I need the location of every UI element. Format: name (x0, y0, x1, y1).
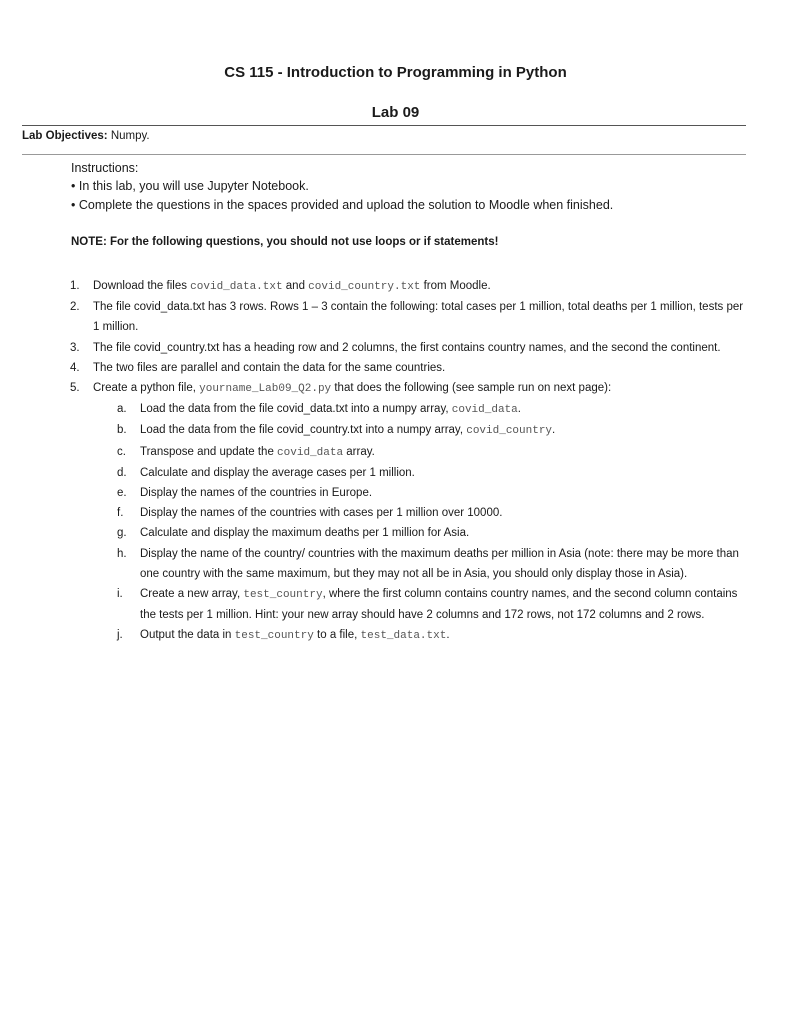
text-span: to a file, (313, 629, 361, 642)
sub-list-item (117, 503, 750, 523)
course-title: CS 115 - Introduction to Programming in Python (224, 64, 567, 81)
list-text (93, 378, 750, 399)
code-span: covid_data (277, 446, 344, 459)
instructions-heading: Instructions: (71, 161, 139, 175)
code-span: covid_data (451, 404, 518, 417)
sub-list-letter: e. (117, 487, 127, 500)
list-text (93, 276, 750, 297)
code-span: test_country (243, 589, 323, 602)
list-number: 3. (70, 341, 80, 354)
text-span: Transpose and update the (140, 445, 278, 458)
lab-title: Lab 09 (371, 104, 420, 121)
code-span: covid_country.txt (308, 281, 421, 293)
text-span: that does the following (see sample run on next page): (331, 382, 612, 395)
text-span: The file covid_country.txt has a heading row and 2 columns, the first contains country names, and the second the continent. (93, 341, 721, 354)
sub-list-item (117, 463, 750, 483)
sub-list-item (117, 399, 750, 420)
sub-list-text (140, 483, 750, 503)
text-span: Display the names of the countries in Europe. (140, 487, 373, 500)
header-divider (22, 125, 746, 126)
sub-list-letter: f. (117, 507, 124, 520)
instruction-bullet: • Complete the questions in the spaces provided and upload the solution to Moodle when finished. (71, 198, 614, 212)
sub-list-item (117, 544, 750, 584)
sub-list-text (140, 584, 750, 625)
sub-list-letter: d. (117, 466, 127, 479)
list-number: 2. (70, 301, 80, 314)
text-span: and (282, 280, 309, 292)
text-span: Load the data from the file covid_country.txt into a numpy array, (140, 424, 467, 437)
sub-list-letter: j. (117, 629, 123, 642)
sub-list-text (140, 503, 750, 523)
objectives-divider (22, 154, 746, 155)
list-number: 5. (70, 382, 80, 395)
sub-list-item (117, 420, 750, 441)
text-span: Display the name of the country/ countries with the maximum deaths per million in Asia (note: there may be more than one country with the same maximum, but they may not all be in Asia, you should only display those in Asia). (140, 547, 739, 580)
code-span: covid_data.txt (190, 281, 283, 293)
objectives-label: Lab Objectives: (22, 130, 108, 142)
text-span: Create a python file, (93, 382, 200, 395)
list-text (93, 338, 750, 358)
sub-list-text (140, 420, 750, 441)
list-item (70, 358, 750, 378)
text-span: Load the data from the file covid_data.txt into a numpy array, (140, 403, 452, 416)
text-span: from Moodle. (420, 280, 491, 292)
text-span: The two files are parallel and contain the data for the same countries. (93, 361, 446, 374)
list-number: 4. (70, 361, 80, 374)
sub-list-letter: c. (117, 445, 126, 458)
sub-list-letter: b. (117, 424, 127, 437)
instruction-bullet: • In this lab, you will use Jupyter Notebook. (71, 179, 309, 193)
text-span: Display the names of the countries with cases per 1 million over 10000. (140, 507, 503, 520)
sub-list-text (140, 399, 750, 420)
list-item (70, 338, 750, 358)
list-item (70, 297, 750, 337)
text-span: array. (343, 445, 375, 458)
code-span: covid_country (466, 425, 553, 438)
text-span: The file covid_data.txt has 3 rows. Rows 1 – 3 contain the following: total cases per 1 million, total deaths per 1 million, tests per 1 million. (93, 301, 744, 334)
text-span: , where the first column contains country names, and the second column contains the tests per 1 million. Hint: your new array should have 2 columns and 172 rows, not 172 columns and 2 rows. (140, 588, 738, 622)
text-span: Create a new array, (140, 588, 244, 601)
sub-list-text (140, 442, 750, 463)
code-span: test_data.txt (360, 630, 447, 643)
text-span: Output the data in (140, 629, 235, 642)
code-span: test_country (234, 630, 314, 643)
lab-objectives (22, 130, 150, 142)
sub-list-letter: i. (117, 588, 123, 601)
sub-list-text (140, 625, 750, 646)
sub-list-text (140, 463, 750, 483)
text-span: . (446, 629, 450, 642)
text-span: Calculate and display the maximum deaths per 1 million for Asia. (140, 527, 470, 540)
sub-list-item (117, 483, 750, 503)
text-span: Calculate and display the average cases per 1 million. (140, 466, 415, 479)
question-list (70, 276, 750, 647)
code-span: yourname_Lab09_Q2.py (199, 383, 332, 396)
sub-list-item (117, 523, 750, 543)
objectives-value: Numpy. (110, 130, 150, 142)
list-text (93, 297, 750, 337)
text-span: . (517, 403, 521, 416)
sub-list-letter: g. (117, 527, 127, 540)
text-span: . (552, 424, 556, 437)
list-text (93, 358, 750, 378)
note-text: NOTE: For the following questions, you should not use loops or if statements! (71, 236, 499, 248)
sub-list-letter: h. (117, 547, 127, 560)
sub-list-item (117, 625, 750, 646)
sub-list-item (117, 584, 750, 625)
sub-list-item (117, 442, 750, 463)
list-item (70, 378, 750, 399)
list-number: 1. (70, 280, 80, 292)
text-span: Download the files (93, 280, 191, 292)
sub-list-letter: a. (117, 403, 127, 416)
sub-list-text (140, 523, 750, 543)
list-item (70, 276, 750, 297)
sub-list-text (140, 544, 750, 584)
